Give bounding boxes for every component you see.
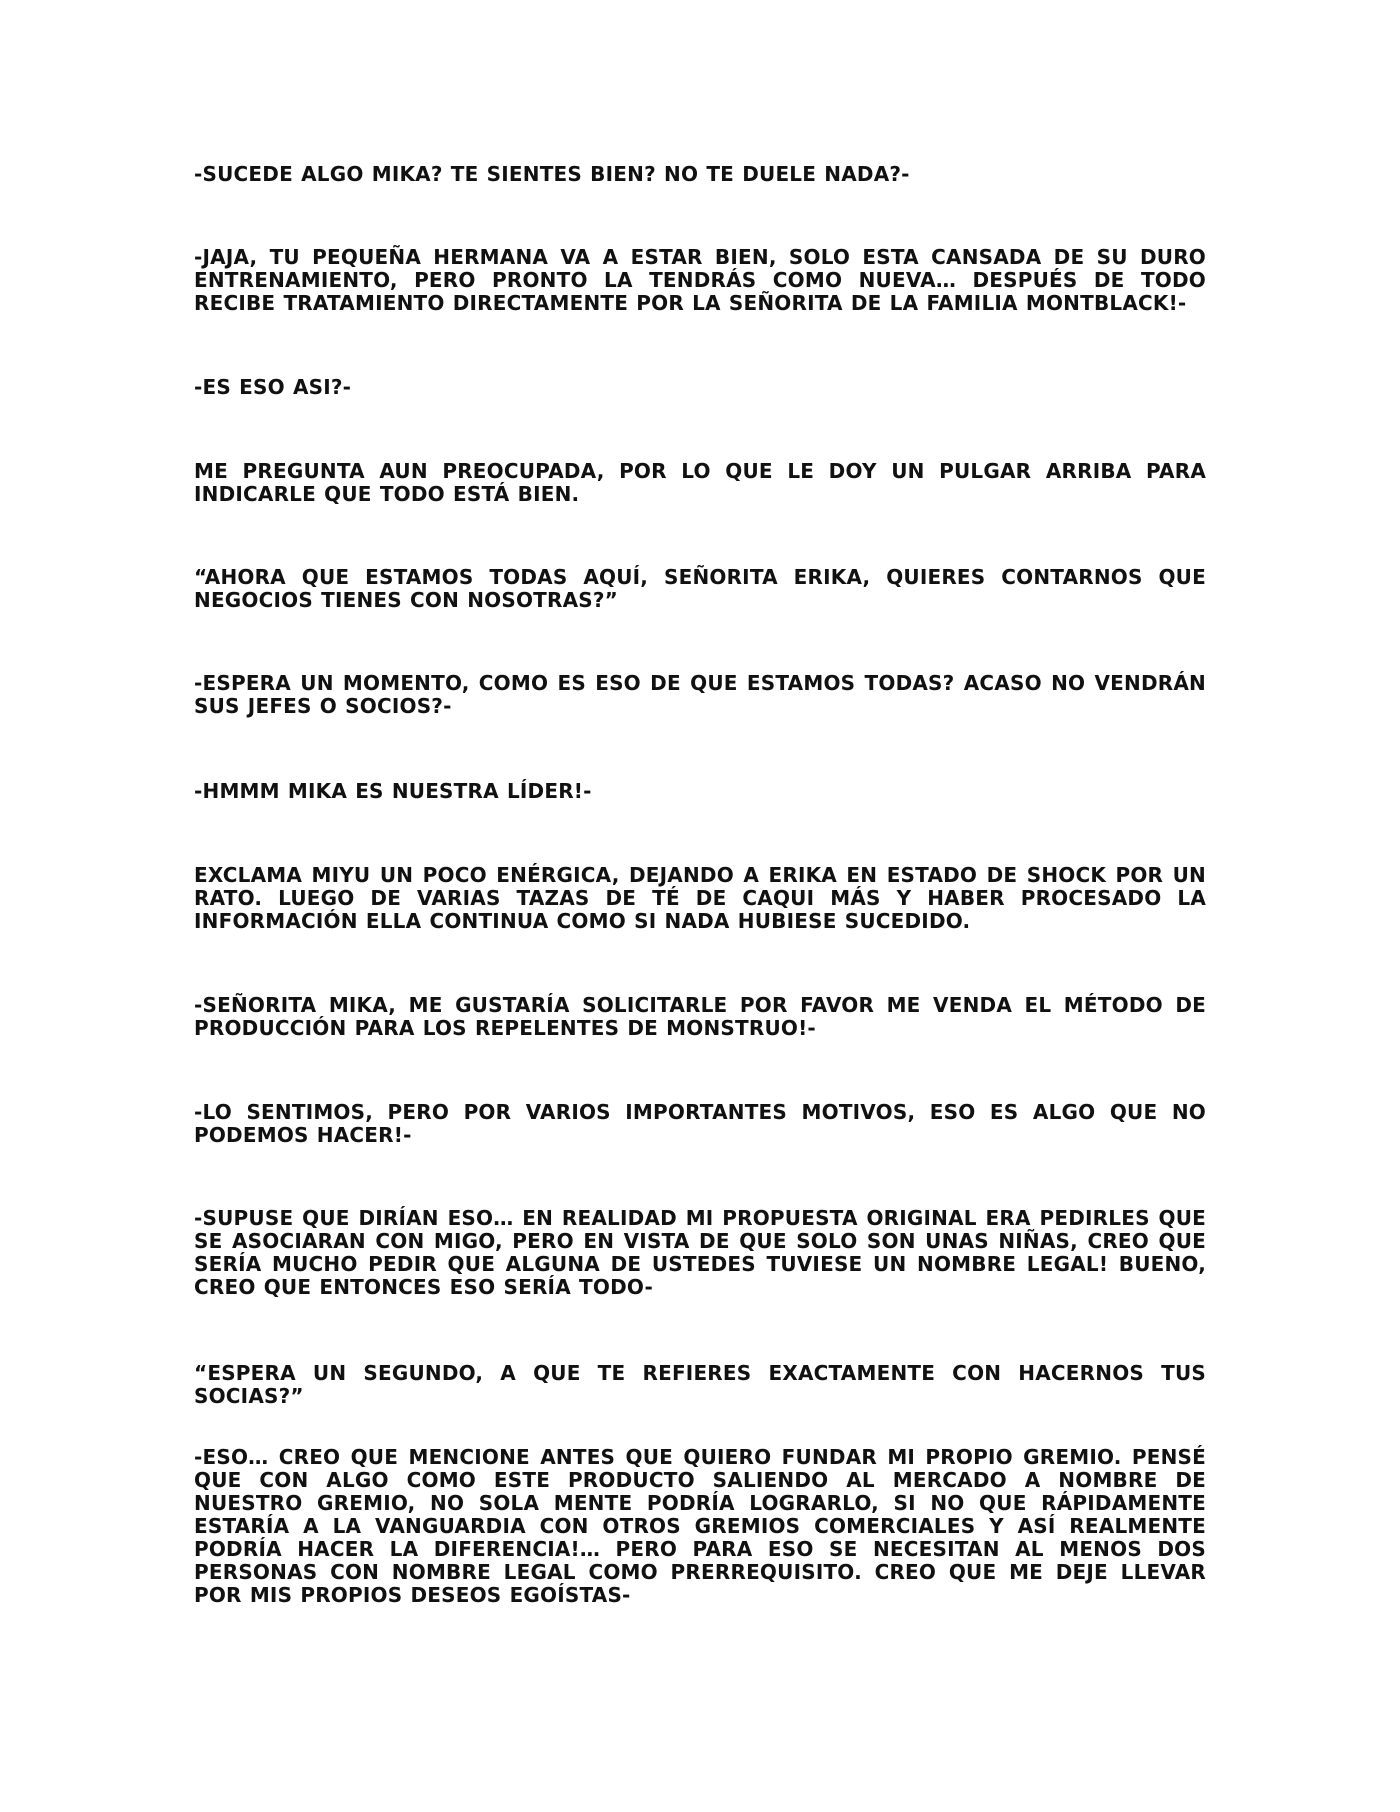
paragraph-2: -JAJA, TU PEQUEÑA HERMANA VA A ESTAR BIEN, SOLO ESTA CANSADA DE SU DURO ENTRENAMIENTO, PERO PRONTO LA TENDRÁS COMO NUEVA… DESPUÉS DE TODO RECIBE TRATAMIENTO DIRECTAMENTE POR LA SEÑORITA DE LA FAMILIA MONTBLACK!- — [194, 245, 1206, 315]
paragraph-1: -SUCEDE ALGO MIKA? TE SIENTES BIEN? NO TE DUELE NADA?- — [194, 162, 910, 186]
paragraph-13: -ESO… CREO QUE MENCIONE ANTES QUE QUIERO FUNDAR MI PROPIO GREMIO. PENSÉ QUE CON ALGO COMO ESTE PRODUCTO SALIENDO AL MERCADO A NOMBRE DE NUESTRO GREMIO, NO SOLA MENTE PODRÍA LOGRARLO, SI NO QUE RÁPIDAMENTE ESTARÍA A LA VANGUARDIA CON OTROS GREMIOS COMERCIALES Y ASÍ REALMENTE PODRÍA HACER LA DIFERENCIA!… PERO PARA ESO SE NECESITAN AL MENOS DOS PERSONAS CON NOMBRE LEGAL COMO PRERREQUISITO. CREO QUE ME DEJE LLEVAR POR MIS PROPIOS DESEOS EGOÍSTAS- — [194, 1445, 1206, 1607]
paragraph-10: -LO SENTIMOS, PERO POR VARIOS IMPORTANTES MOTIVOS, ESO ES ALGO QUE NO PODEMOS HACER!- — [194, 1100, 1206, 1147]
paragraph-9: -SEÑORITA MIKA, ME GUSTARÍA SOLICITARLE POR FAVOR ME VENDA EL MÉTODO DE PRODUCCIÓN PARA LOS REPELENTES DE MONSTRUO!- — [194, 993, 1206, 1040]
paragraph-8: EXCLAMA MIYU UN POCO ENÉRGICA, DEJANDO A ERIKA EN ESTADO DE SHOCK POR UN RATO. LUEGO DE VARIAS TAZAS DE TÉ DE CAQUI MÁS Y HABER PROCESADO LA INFORMACIÓN ELLA CONTINUA COMO SI NADA HUBIESE SUCEDIDO. — [194, 863, 1206, 933]
paragraph-11: -SUPUSE QUE DIRÍAN ESO… EN REALIDAD MI PROPUESTA ORIGINAL ERA PEDIRLES QUE SE ASOCIARAN CON MIGO, PERO EN VISTA DE QUE SOLO SON UNAS NIÑAS, CREO QUE SERÍA MUCHO PEDIR QUE ALGUNA DE USTEDES TUVIESE UN NOMBRE LEGAL! BUENO, CREO QUE ENTONCES ESO SERÍA TODO- — [194, 1206, 1206, 1299]
paragraph-5: “AHORA QUE ESTAMOS TODAS AQUÍ, SEÑORITA ERIKA, QUIERES CONTARNOS QUE NEGOCIOS TIENES CON NOSOTRAS?” — [194, 565, 1206, 612]
paragraph-6: -ESPERA UN MOMENTO, COMO ES ESO DE QUE ESTAMOS TODAS? ACASO NO VENDRÁN SUS JEFES O SOCIOS?- — [194, 671, 1206, 718]
paragraph-4: ME PREGUNTA AUN PREOCUPADA, POR LO QUE LE DOY UN PULGAR ARRIBA PARA INDICARLE QUE TODO ESTÁ BIEN. — [194, 459, 1206, 506]
paragraph-7: -HMMM MIKA ES NUESTRA LÍDER!- — [194, 779, 592, 803]
paragraph-12: “ESPERA UN SEGUNDO, A QUE TE REFIERES EXACTAMENTE CON HACERNOS TUS SOCIAS?” — [194, 1361, 1206, 1408]
paragraph-3: -ES ESO ASI?- — [194, 375, 352, 399]
